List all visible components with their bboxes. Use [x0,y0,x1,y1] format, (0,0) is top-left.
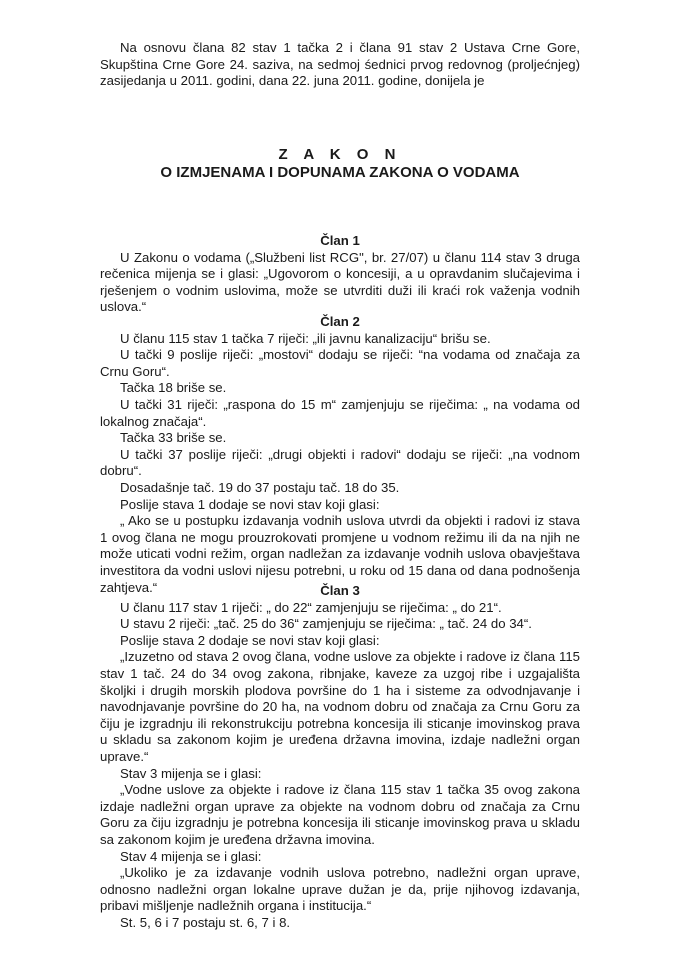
preamble [100,40,580,90]
article-paragraph: U članu 115 stav 1 tačka 7 riječi: „ili javnu kanalizaciju“ brišu se. [120,330,491,346]
article-paragraph: U tački 9 poslije riječi: „mostovi“ dodaju se riječi: “na vodama od značaja za Crnu Goru“. [100,347,580,379]
article-paragraph: „Ukoliko je za izdavanje vodnih uslova potrebno, nadležni organ uprave, odnosno nadležni organ lokalne uprave dužan je da, prije njihovog izdavanja, pribavi mišljenje nadležnih organa i institucija.“ [100,865,580,914]
article-3 [100,583,580,931]
law-title [100,146,580,182]
article-heading: Član 2 [320,314,360,329]
article-heading: Član 1 [320,233,360,248]
title-line-1: Z A K O N [278,146,402,163]
article-paragraph: U Zakonu o vodama („Službeni list RCG", br. 27/07) u članu 114 stav 3 druga rečenica mijenja se i glasi: „Ugovorom o koncesiji, a u opravdanim slučajevima i rješenjem o vodnim uslovima, može se utvrditi duži ili kraći rok važenja vodnih uslova.“ [100,249,580,315]
article-paragraph: Stav 3 mijenja se i glasi: [120,765,262,781]
article-paragraph: „Vodne uslove za objekte i radove iz člana 115 stav 1 tačka 35 ovog zakona izdaje nadležni organ uprave za objekte na vodnom dobru od značaja za Crnu Goru za čiju izgradnju je potrebna koncesija ili sticanje imovinskog prava u skladu sa zakonom kojim je uređena državna imovina. [100,782,580,847]
article-paragraph: U tački 37 poslije riječi: „drugi objekti i radovi“ dodaju se riječi: „na vodnom dobru“. [100,446,580,479]
article-paragraph: „ Ako se u postupku izdavanja vodnih uslova utvrdi da objekti i radovi iz stava 1 ovog člana ne mogu prouzrokovati promjene u vodnom režimu ili da na njih ne može uticati vodni režim, organ nadležan za izdavanje vodnih uslova obavještava investitora da vodni uslovi nijesu potrebni, u roku od 15 dana od dana podnošenja zahtjeva.“ [100,513,580,595]
preamble-text: Na osnovu člana 82 stav 1 tačka 2 i člana 91 stav 2 Ustava Crne Gore, Skupština Crne Gore 24. saziva, na sedmoj śednici prvog redovnog (proljećnjeg) zasijedanja u 2011. godini, dana 22. juna 2011. godine, donijela je [100,40,580,89]
article-1 [100,233,580,316]
article-paragraph: Tačka 18 briše se. [120,380,227,396]
article-paragraph: Dosadašnje tač. 19 do 37 postaju tač. 18 do 35. [120,479,400,495]
article-heading: Član 3 [320,583,360,598]
article-paragraph: Poslije stava 2 dodaje se novi stav koji glasi: [120,632,380,648]
article-paragraph: U članu 117 stav 1 riječi: „ do 22“ zamjenjuju se riječima: „ do 21“. [120,599,502,615]
article-paragraph: St. 5, 6 i 7 postaju st. 6, 7 i 8. [120,914,291,930]
article-paragraph: „Izuzetno od stava 2 ovog člana, vodne uslove za objekte i radove iz člana 115 stav 1 tač. 24 do 34 ovog zakona, ribnjake, kaveze za uzgoj ribe i uzgajališta školjki i drugih morskih plodova površine do 1 ha i sisteme za odvodnjavanje i navodnjavanje površine do 20 ha, na vodnom dobru od značaja za Crnu Goru za čiju je izgradnju ili rekonstrukciju potrebna koncesija ili sticanje imovinskog prava u skladu sa zakonom kojim je uređena državna imovina, izdaje nadležni organ uprave.“ [100,649,580,764]
article-paragraph: Poslije stava 1 dodaje se novi stav koji glasi: [120,496,380,512]
article-paragraph: Tačka 33 briše se. [120,430,227,446]
article-paragraph: U tački 31 riječi: „raspona do 15 m“ zamjenjuju se riječima: „ na vodama od lokalnog značaja“. [100,396,580,429]
article-paragraph: U stavu 2 riječi: „tač. 25 do 36“ zamjenjuju se riječima: „ tač. 24 do 34“. [120,616,532,632]
article-2 [100,314,580,596]
title-line-2: O IZMJENAMA I DOPUNAMA ZAKONA O VODAMA [160,164,520,181]
article-paragraph: Stav 4 mijenja se i glasi: [120,848,262,864]
